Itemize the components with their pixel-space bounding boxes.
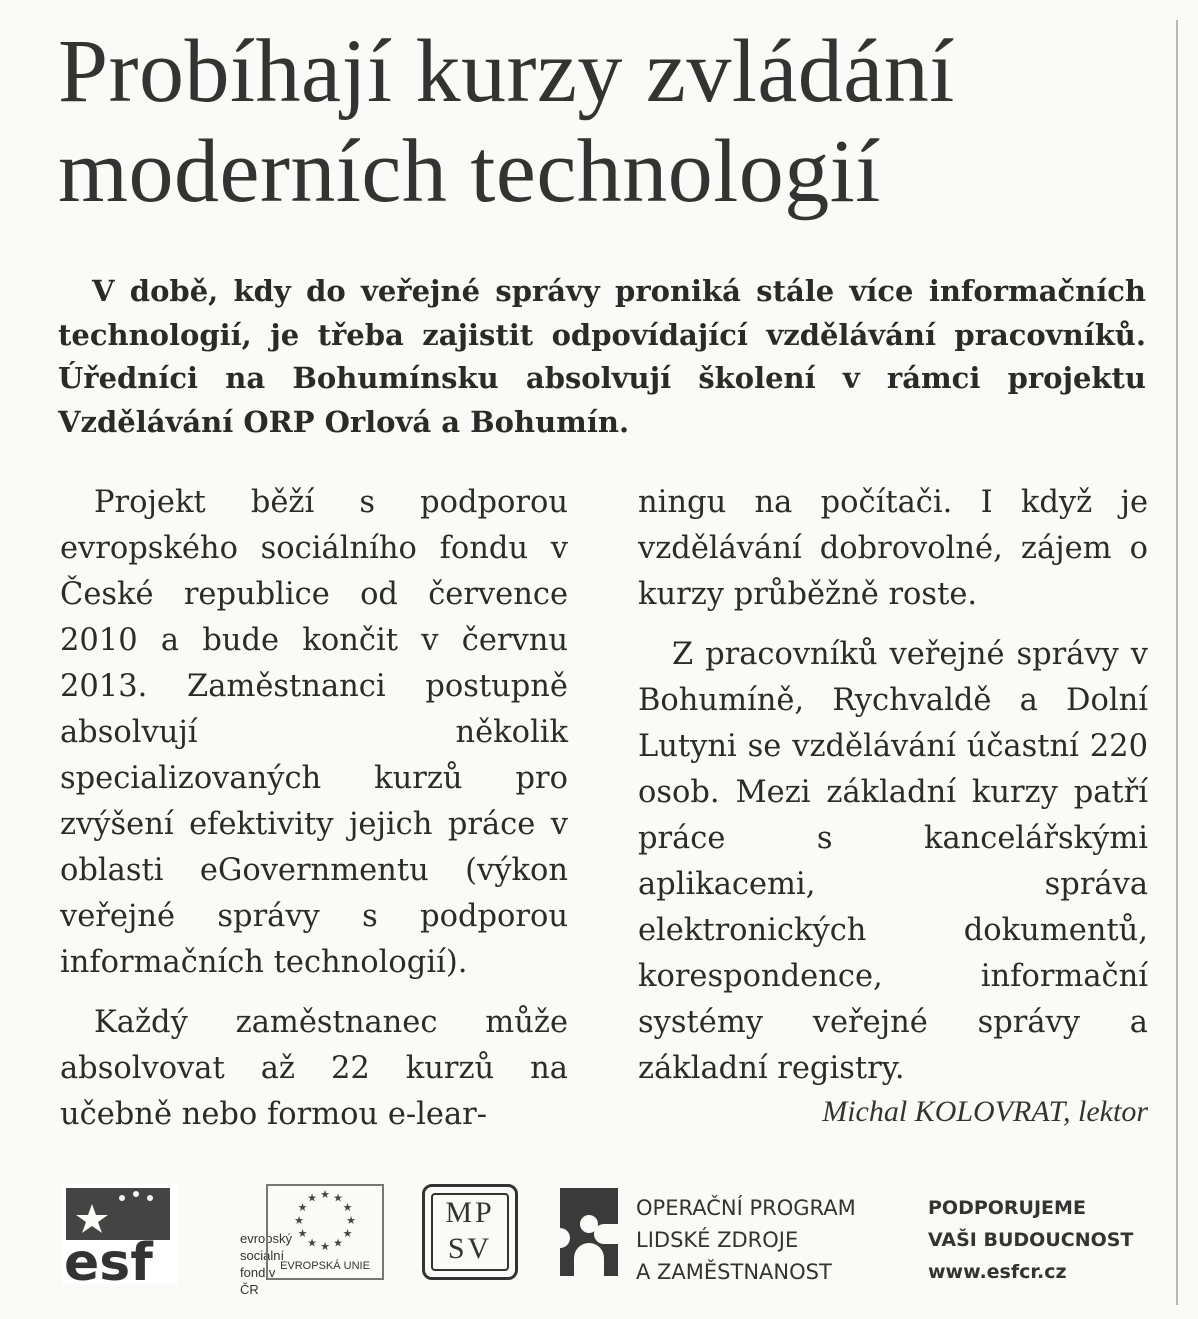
esf-caption-line: evropský xyxy=(240,1231,293,1246)
eu-star-icon: ★ xyxy=(297,1201,308,1214)
article-column-right xyxy=(638,480,1148,1106)
title-line-1: Probíhají kurzy zvládání xyxy=(58,22,955,121)
eu-star-icon: ★ xyxy=(346,1214,356,1227)
column-rule xyxy=(1176,20,1178,1305)
article-column-left xyxy=(60,480,568,1152)
op-line: A ZAMĚSTNANOST xyxy=(636,1260,832,1284)
paragraph: Z pracovníků veřejné správy v Bohumíně, Rychvaldě a Dolní Lutyni se vzdělávání účastní 220 osob. Mezi základní kurzy patří práce s kancelářskými aplikacemi, správa elektronických dokumentů, korespondence, informační systémy veřejné správy a základní registry. xyxy=(638,637,1148,1086)
esf-logo xyxy=(62,1184,293,1297)
eu-star-icon: ★ xyxy=(320,1240,330,1253)
mpsv-monogram xyxy=(431,1193,509,1271)
esf-wordmark: esf xyxy=(64,1233,153,1284)
esf-caption-line: fond v ČR xyxy=(240,1265,276,1297)
support-url: www.esfcr.cz xyxy=(928,1261,1067,1283)
sponsor-logos xyxy=(0,1180,1198,1297)
eu-flag-logo xyxy=(266,1184,384,1280)
paragraph: Projekt běží s podporou evropského sociálního fondu v České republice od července 2010 a bude končit v červnu 2013. Zaměstnanci postupně absolvují několik specializovaných kurzů pro zvýšení efektivity jejich práce v oblasti eGovernmentu (výkon veřejné správy s podporou informačních technologií). xyxy=(60,485,568,980)
eu-star-icon: ★ xyxy=(307,1191,317,1205)
title-line-2: moderních technologií xyxy=(58,122,881,221)
article-lead: V době, kdy do veřejné správy proniká stále více informačních technologií, je třeba zajistit odpovídající vzdělávání pracovníků. Úředníci na Bohumínsku absolvují školení v rámci projektu Vzdělávání ORP Orlová a Bohumín. xyxy=(58,274,1146,439)
op-line: OPERAČNÍ PROGRAM xyxy=(636,1196,856,1220)
op-program-text xyxy=(636,1192,856,1288)
mpsv-line: MP xyxy=(445,1196,495,1229)
eu-caption: EVROPSKÁ UNIE xyxy=(280,1260,370,1272)
eu-star-icon: ★ xyxy=(307,1236,317,1250)
puzzle-person-icon xyxy=(556,1184,622,1280)
eu-star-icon: ★ xyxy=(294,1214,304,1227)
eu-star-icon: ★ xyxy=(320,1188,330,1201)
esf-caption-line: sociální xyxy=(240,1248,285,1263)
op-line: LIDSKÉ ZDROJE xyxy=(636,1228,799,1252)
paragraph: Každý zaměstnanec může absolvovat až 22 kurzů na učebně nebo formou e-lear- xyxy=(60,1005,568,1132)
support-line: PODPORUJEME xyxy=(928,1197,1086,1219)
eu-star-icon: ★ xyxy=(333,1236,343,1250)
eu-star-icon: ★ xyxy=(342,1227,353,1240)
mpsv-line: SV xyxy=(447,1232,493,1265)
eu-star-icon: ★ xyxy=(342,1201,353,1214)
esf-logo-mark xyxy=(62,1184,178,1284)
support-line: VAŠI BUDOUCNOST xyxy=(928,1229,1134,1251)
eu-star-icon: ★ xyxy=(297,1227,308,1240)
author-byline: Michal KOLOVRAT, lektor xyxy=(822,1095,1148,1128)
paragraph: ningu na počítači. I když je vzdělávání dobrovolné, zájem o kurzy průběžně roste. xyxy=(638,485,1148,612)
eu-stars-icon xyxy=(268,1186,382,1256)
support-slogan xyxy=(928,1192,1133,1288)
eu-star-icon: ★ xyxy=(333,1191,343,1205)
mpsv-logo xyxy=(422,1184,518,1280)
article-title xyxy=(58,22,1168,222)
